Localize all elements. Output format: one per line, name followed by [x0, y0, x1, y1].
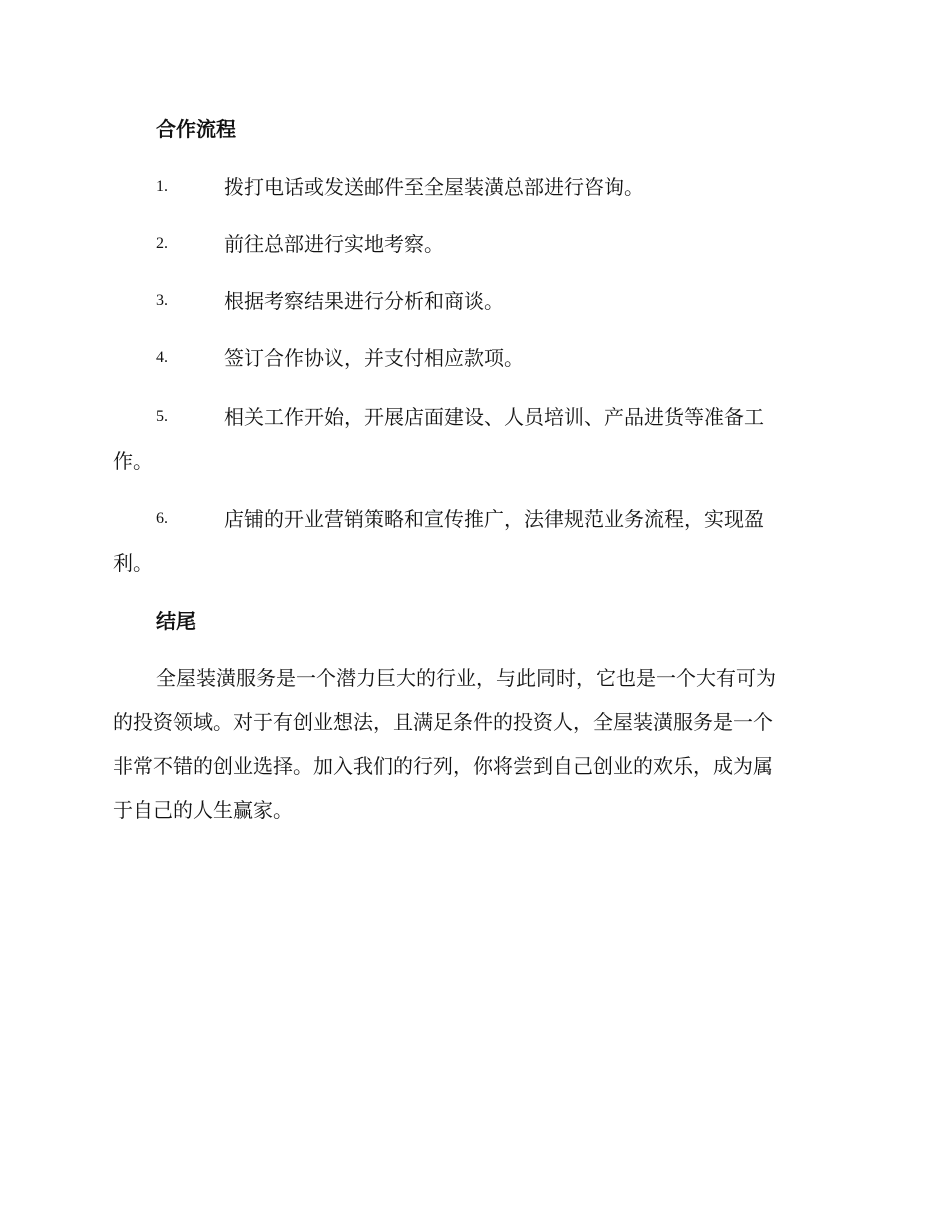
step-text-2: 前往总部进行实地考察。 [224, 232, 444, 256]
section-title: 合作流程 [156, 117, 236, 141]
conclusion-line-1: 全屋装潢服务是一个潜力巨大的行业，与此同时，它也是一个大有可为 [156, 666, 776, 690]
step-text-1: 拨打电话或发送邮件至全屋装潢总部进行咨询。 [224, 175, 644, 199]
step-text-3: 根据考察结果进行分析和商谈。 [224, 289, 504, 313]
step-text-6-line-1: 店铺的开业营销策略和宣传推广，法律规范业务流程，实现盈 [224, 507, 764, 531]
step-text-5-line-2: 作。 [113, 449, 153, 473]
step-text-6-line-2: 利。 [113, 551, 153, 575]
step-number-3: 3. [156, 292, 168, 309]
step-number-4: 4. [156, 349, 168, 366]
conclusion-title: 结尾 [156, 609, 196, 633]
conclusion-line-4: 于自己的人生赢家。 [113, 798, 293, 822]
step-text-5-line-1: 相关工作开始，开展店面建设、人员培训、产品进货等准备工 [224, 405, 764, 429]
step-text-4: 签订合作协议，并支付相应款项。 [224, 346, 524, 370]
step-number-6: 6. [156, 510, 168, 527]
conclusion-line-3: 非常不错的创业选择。加入我们的行列，你将尝到自己创业的欢乐，成为属 [113, 754, 773, 778]
step-number-1: 1. [156, 178, 168, 195]
step-number-5: 5. [156, 408, 168, 425]
step-number-2: 2. [156, 235, 168, 252]
conclusion-line-2: 的投资领域。对于有创业想法，且满足条件的投资人，全屋装潢服务是一个 [113, 710, 773, 734]
